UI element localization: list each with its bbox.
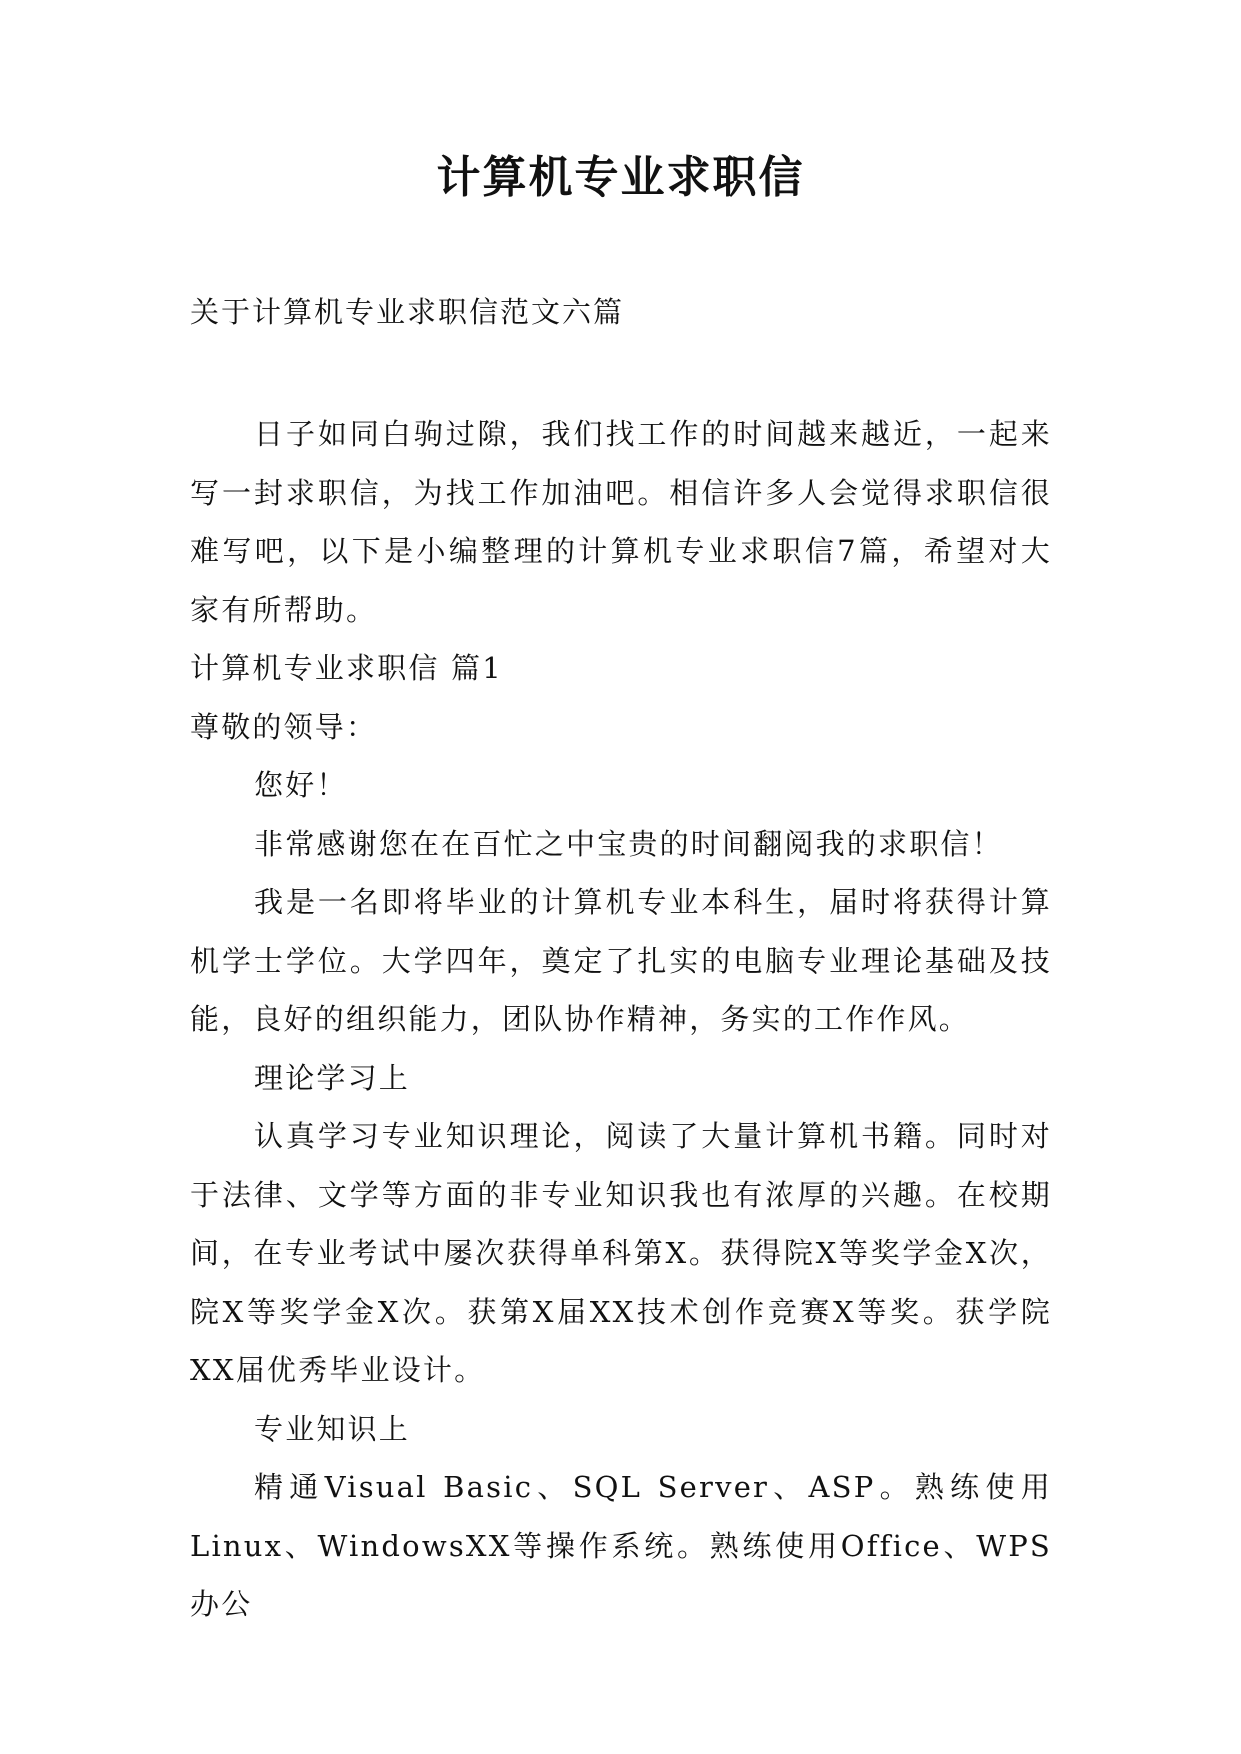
document-subtitle: 关于计算机专业求职信范文六篇 <box>190 295 625 329</box>
intro-paragraph: 日子如同白驹过隙，我们找工作的时间越来越近，一起来写一封求职信，为找工作加油吧。相信许多人会觉得求职信很难写吧，以下是小编整理的计算机专业求职信7篇，希望对大家有所帮助。 <box>190 417 1052 627</box>
thanks-paragraph: 非常感谢您在在百忙之中宝贵的时间翻阅我的求职信！ <box>254 826 1003 861</box>
theory-paragraph: 认真学习专业知识理论，阅读了大量计算机书籍。同时对于法律、文学等方面的非专业知识我也有浓厚的兴趣。在校期间，在专业考试中屡次获得单科第X。获得院X等奖学金X次，院X等奖学金X次。获第X届XX技术创作竞赛X等奖。获学院XX届优秀毕业设计。 <box>190 1119 1052 1387</box>
knowledge-paragraph: 精通Visual Basic、SQL Server、ASP。熟练使用Linux、WindowsXX等操作系统。熟练使用Office、WPS办公 <box>190 1470 1052 1621</box>
section-heading: 计算机专业求职信 篇1 <box>190 651 503 685</box>
salutation: 尊敬的领导： <box>190 709 378 744</box>
self-intro-paragraph: 我是一名即将毕业的计算机专业本科生，届时将获得计算机学士学位。大学四年，奠定了扎实的电脑专业理论基础及技能，良好的组织能力，团队协作精神，务实的工作作风。 <box>190 885 1052 1036</box>
document-body <box>190 405 1052 1634</box>
greeting: 您好！ <box>254 768 348 802</box>
subheading-theory: 理论学习上 <box>254 1060 411 1095</box>
document-title: 计算机专业求职信 <box>436 152 805 203</box>
subheading-knowledge: 专业知识上 <box>254 1411 411 1446</box>
